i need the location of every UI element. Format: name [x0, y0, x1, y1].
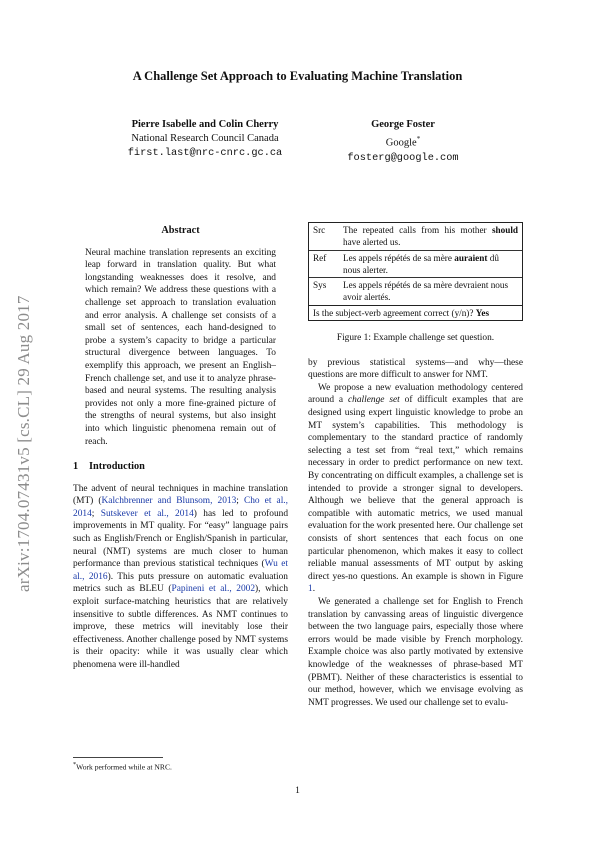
citation-link[interactable]: Wu et al., 2016 [73, 559, 288, 582]
right-column [308, 222, 523, 709]
intro-paragraph [73, 483, 288, 672]
footnote-rule [73, 757, 163, 758]
row-label: Ref [309, 250, 339, 278]
figure-ref-link[interactable]: 1 [308, 584, 313, 595]
section-title: Introduction [89, 461, 145, 473]
emphasis: challenge set [348, 395, 400, 406]
text-run: ). This puts pressure on automatic evaluation metrics such as BLEU ( [73, 571, 288, 595]
left-column [73, 225, 288, 672]
text-run: ; [91, 508, 101, 519]
figure-row-ref [309, 250, 522, 278]
author-names: George Foster [371, 119, 435, 130]
bold-word: auraient [454, 252, 488, 263]
text-run: Les appels répétés de sa mère [343, 252, 455, 263]
abstract-text: Neural machine translation represents an exciting leap forward in translation quality. But what longstanding weaknesses does it resolve, and which remain? We address these questions with a challenge set approach to translation evaluation and error analysis. A challenge set consists of a small set of sentences, each hand-designed to probe a system’s capacity to bridge a particular structural divergence between languages. To exemplify this approach, we present an English–French challenge set, and use it to analyze phrase-based and neural systems. The resulting analysis provides not only a more fine-grained picture of the strengths of neural systems, but also insight into which linguistic phenomena remain out of reach. [85, 247, 276, 447]
citation-link[interactable]: Papineni et al., 2002 [171, 584, 256, 595]
text-run: ) has led to profound improvements in MT quality. For “easy” language pairs such as English/French or English/Spanish in particular, neural (NMT) systems are much closer to human performance than previous statistical techniques ( [73, 508, 289, 570]
citation-link[interactable]: Sutskever et al., 2014 [100, 508, 194, 519]
citation-link[interactable]: Cho et al., 2014 [73, 496, 288, 519]
row-label: Sys [309, 278, 339, 306]
paper-title: A Challenge Set Approach to Evaluating Machine Translation [132, 69, 463, 83]
author-affiliation: National Research Council Canada [131, 133, 279, 144]
body-paragraph [308, 382, 523, 596]
figure-1-table [309, 223, 522, 306]
bold-word: should [491, 225, 518, 235]
arxiv-stamp: arXiv:1704.07431v5 [cs.CL] 29 Aug 2017 [14, 295, 33, 592]
footnote-mark: * [73, 761, 77, 768]
footnote-mark: * [416, 135, 421, 143]
figure-row-src [309, 223, 522, 250]
figure-row-sys [309, 278, 522, 306]
text-run: We propose a new evaluation methodology centered around a [308, 382, 523, 406]
row-text: Les appels répétés de sa mère devraient nous avoir alertés. [339, 278, 522, 306]
footnote-text: Work performed while at NRC. [76, 762, 172, 772]
question-text: Is the subject-verb agreement correct (y/n)? [313, 307, 476, 318]
figure-question [309, 306, 522, 320]
body-paragraph: We generated a challenge set for English to French translation by canvassing areas of linguistic divergence between the two language pairs, especially those where errors would be made visible by French morphology. Example choice was also partly motivated by extensive knowledge of the weaknesses of phrase-based MT (PBMT). Neither of these characteristics is essential to our method, however, which we envisage evolving as NMT progresses. We used our challenge set to evalu- [308, 596, 523, 708]
text-run: have alerted us. [343, 237, 401, 248]
text-run: The repeated calls from his mother [343, 225, 492, 235]
text-run: ; [236, 496, 244, 507]
author-block-1 [100, 118, 310, 160]
text-run: ), which exploit surface-matching heuristics that are relatively insensitive to subtle differences. As NMT continues to improve, these metrics will inevitably lose their effectiveness. Another challenge posed by NMT systems is their opacity: while it was usually clear which phenomena were ill-handled [73, 584, 289, 670]
body-paragraph: by previous statistical systems—and why—these questions are more difficult to answer for NMT. [308, 357, 523, 381]
abstract-heading: Abstract [161, 225, 200, 236]
page-number: 1 [295, 786, 300, 796]
row-label: Src [309, 223, 339, 250]
citation-link[interactable]: Kalchbrenner and Blunsom, 2013 [101, 496, 237, 507]
footnote [73, 757, 288, 772]
author-names: Pierre Isabelle and Colin Cherry [131, 119, 279, 130]
text-run: The advent of neural techniques in machine translation (MT) ( [73, 483, 288, 507]
author-affiliation [318, 132, 488, 151]
answer-text: Yes [475, 307, 490, 318]
section-number: 1 [73, 461, 79, 473]
affiliation-name: Google [385, 137, 417, 149]
figure-1-box [308, 222, 523, 321]
figure-caption: Figure 1: Example challenge set question. [336, 333, 495, 344]
text-run: . [312, 584, 316, 595]
text-run: dû nous alerter. [343, 252, 499, 275]
section-heading [73, 461, 288, 474]
row-text [339, 250, 522, 278]
author-email: fosterg@google.com [347, 151, 459, 164]
author-block-2 [318, 118, 488, 165]
row-text [339, 223, 522, 250]
author-email: first.last@nrc-cnrc.gc.ca [127, 147, 283, 159]
text-run: of difficult examples that are designed using expert linguistic knowledge to probe an MT system’s capabilities. This methodology is complementary to the standard practice of randomly selecting a test set from “real text,” which remains necessary in order to predict performance on new text. By concentrating on difficult examples, a challenge set is intended to provide a stronger signal to developers. Although we believe that the general approach is compatible with automatic metrics, we used manual evaluation for the work presented here. Our challenge set consists of short sentences that each focus on one particular phenomenon, which makes it easy to collect reliable manual assessments of MT output by asking direct yes-no questions. An example is shown in Figure [308, 395, 524, 582]
